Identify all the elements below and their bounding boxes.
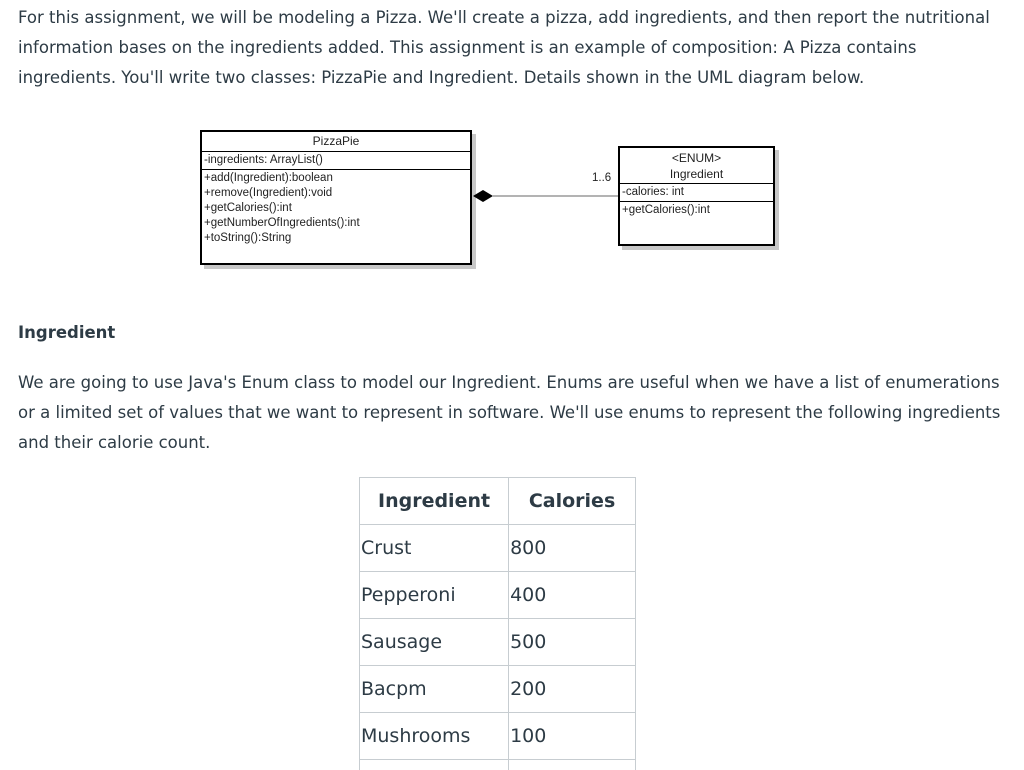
- uml-methods: [202, 170, 470, 247]
- calories-cell: [509, 760, 636, 770]
- uml-class-title: PizzaPie: [202, 132, 470, 152]
- ingredient-cell: Mushrooms: [360, 713, 509, 760]
- uml-method: +remove(Ingredient):void: [204, 187, 333, 199]
- table-viewport: [350, 470, 640, 770]
- uml-class-title: Ingredient: [669, 167, 724, 181]
- uml-method: +getCalories():int: [204, 202, 292, 214]
- uml-method: +getNumberOfIngredients():int: [204, 217, 360, 229]
- ingredient-calories-table: [359, 477, 636, 770]
- intro-paragraph: For this assignment, we will be modeling a Pizza. We'll create a pizza, add ingredients, and then report the nutritional information bases on the ingredients added. This assignment is an example of composition: A Pizza contains ingredients. You'll write two classes: PizzaPie and Ingredient. Details shown in the UML diagram below.: [18, 8, 990, 87]
- uml-stereotype: <ENUM>: [671, 151, 722, 165]
- ingredient-cell: Bacpm: [360, 666, 509, 713]
- table-row: [360, 525, 636, 572]
- uml-methods: [620, 202, 773, 219]
- uml-attribute: -ingredients: ArrayList(): [204, 154, 323, 166]
- ingredient-cell: Sausage: [360, 619, 509, 666]
- uml-multiplicity: 1..6: [592, 172, 612, 184]
- ingredient-cell: Pepperoni: [360, 572, 509, 619]
- ingredient-cell: [360, 760, 509, 770]
- column-header-calories: Calories: [509, 478, 636, 525]
- calories-cell: 400: [509, 572, 636, 619]
- uml-method: +toString():String: [204, 232, 292, 244]
- ingredient-cell: Crust: [360, 525, 509, 572]
- calories-cell: 200: [509, 666, 636, 713]
- calories-cell: 100: [509, 713, 636, 760]
- uml-enum-ingredient: [618, 146, 775, 246]
- uml-method: +getCalories():int: [622, 204, 710, 216]
- uml-attributes: [202, 152, 470, 170]
- table-row: [360, 619, 636, 666]
- uml-enum-header: [620, 148, 773, 184]
- uml-composition-association: [470, 180, 622, 212]
- uml-method: +add(Ingredient):boolean: [204, 172, 333, 184]
- table-row: [360, 713, 636, 760]
- uml-attribute: -calories: int: [622, 186, 684, 198]
- enum-paragraph: We are going to use Java's Enum class to model our Ingredient. Enums are useful when we have a list of enumerations or a limited set of values that we want to represent in software. We'll use enums to represent the following ingredients and their calorie count.: [18, 373, 1001, 452]
- section-heading-ingredient: Ingredient: [18, 323, 116, 342]
- uml-class-pizzapie: [200, 130, 472, 265]
- column-header-ingredient: Ingredient: [360, 478, 509, 525]
- table-row: [360, 760, 636, 770]
- composition-diamond-icon: [473, 190, 493, 202]
- table-header-row: [360, 478, 636, 525]
- calories-cell: 800: [509, 525, 636, 572]
- table-row: [360, 666, 636, 713]
- table-row: [360, 572, 636, 619]
- uml-attributes: [620, 184, 773, 202]
- calories-cell: 500: [509, 619, 636, 666]
